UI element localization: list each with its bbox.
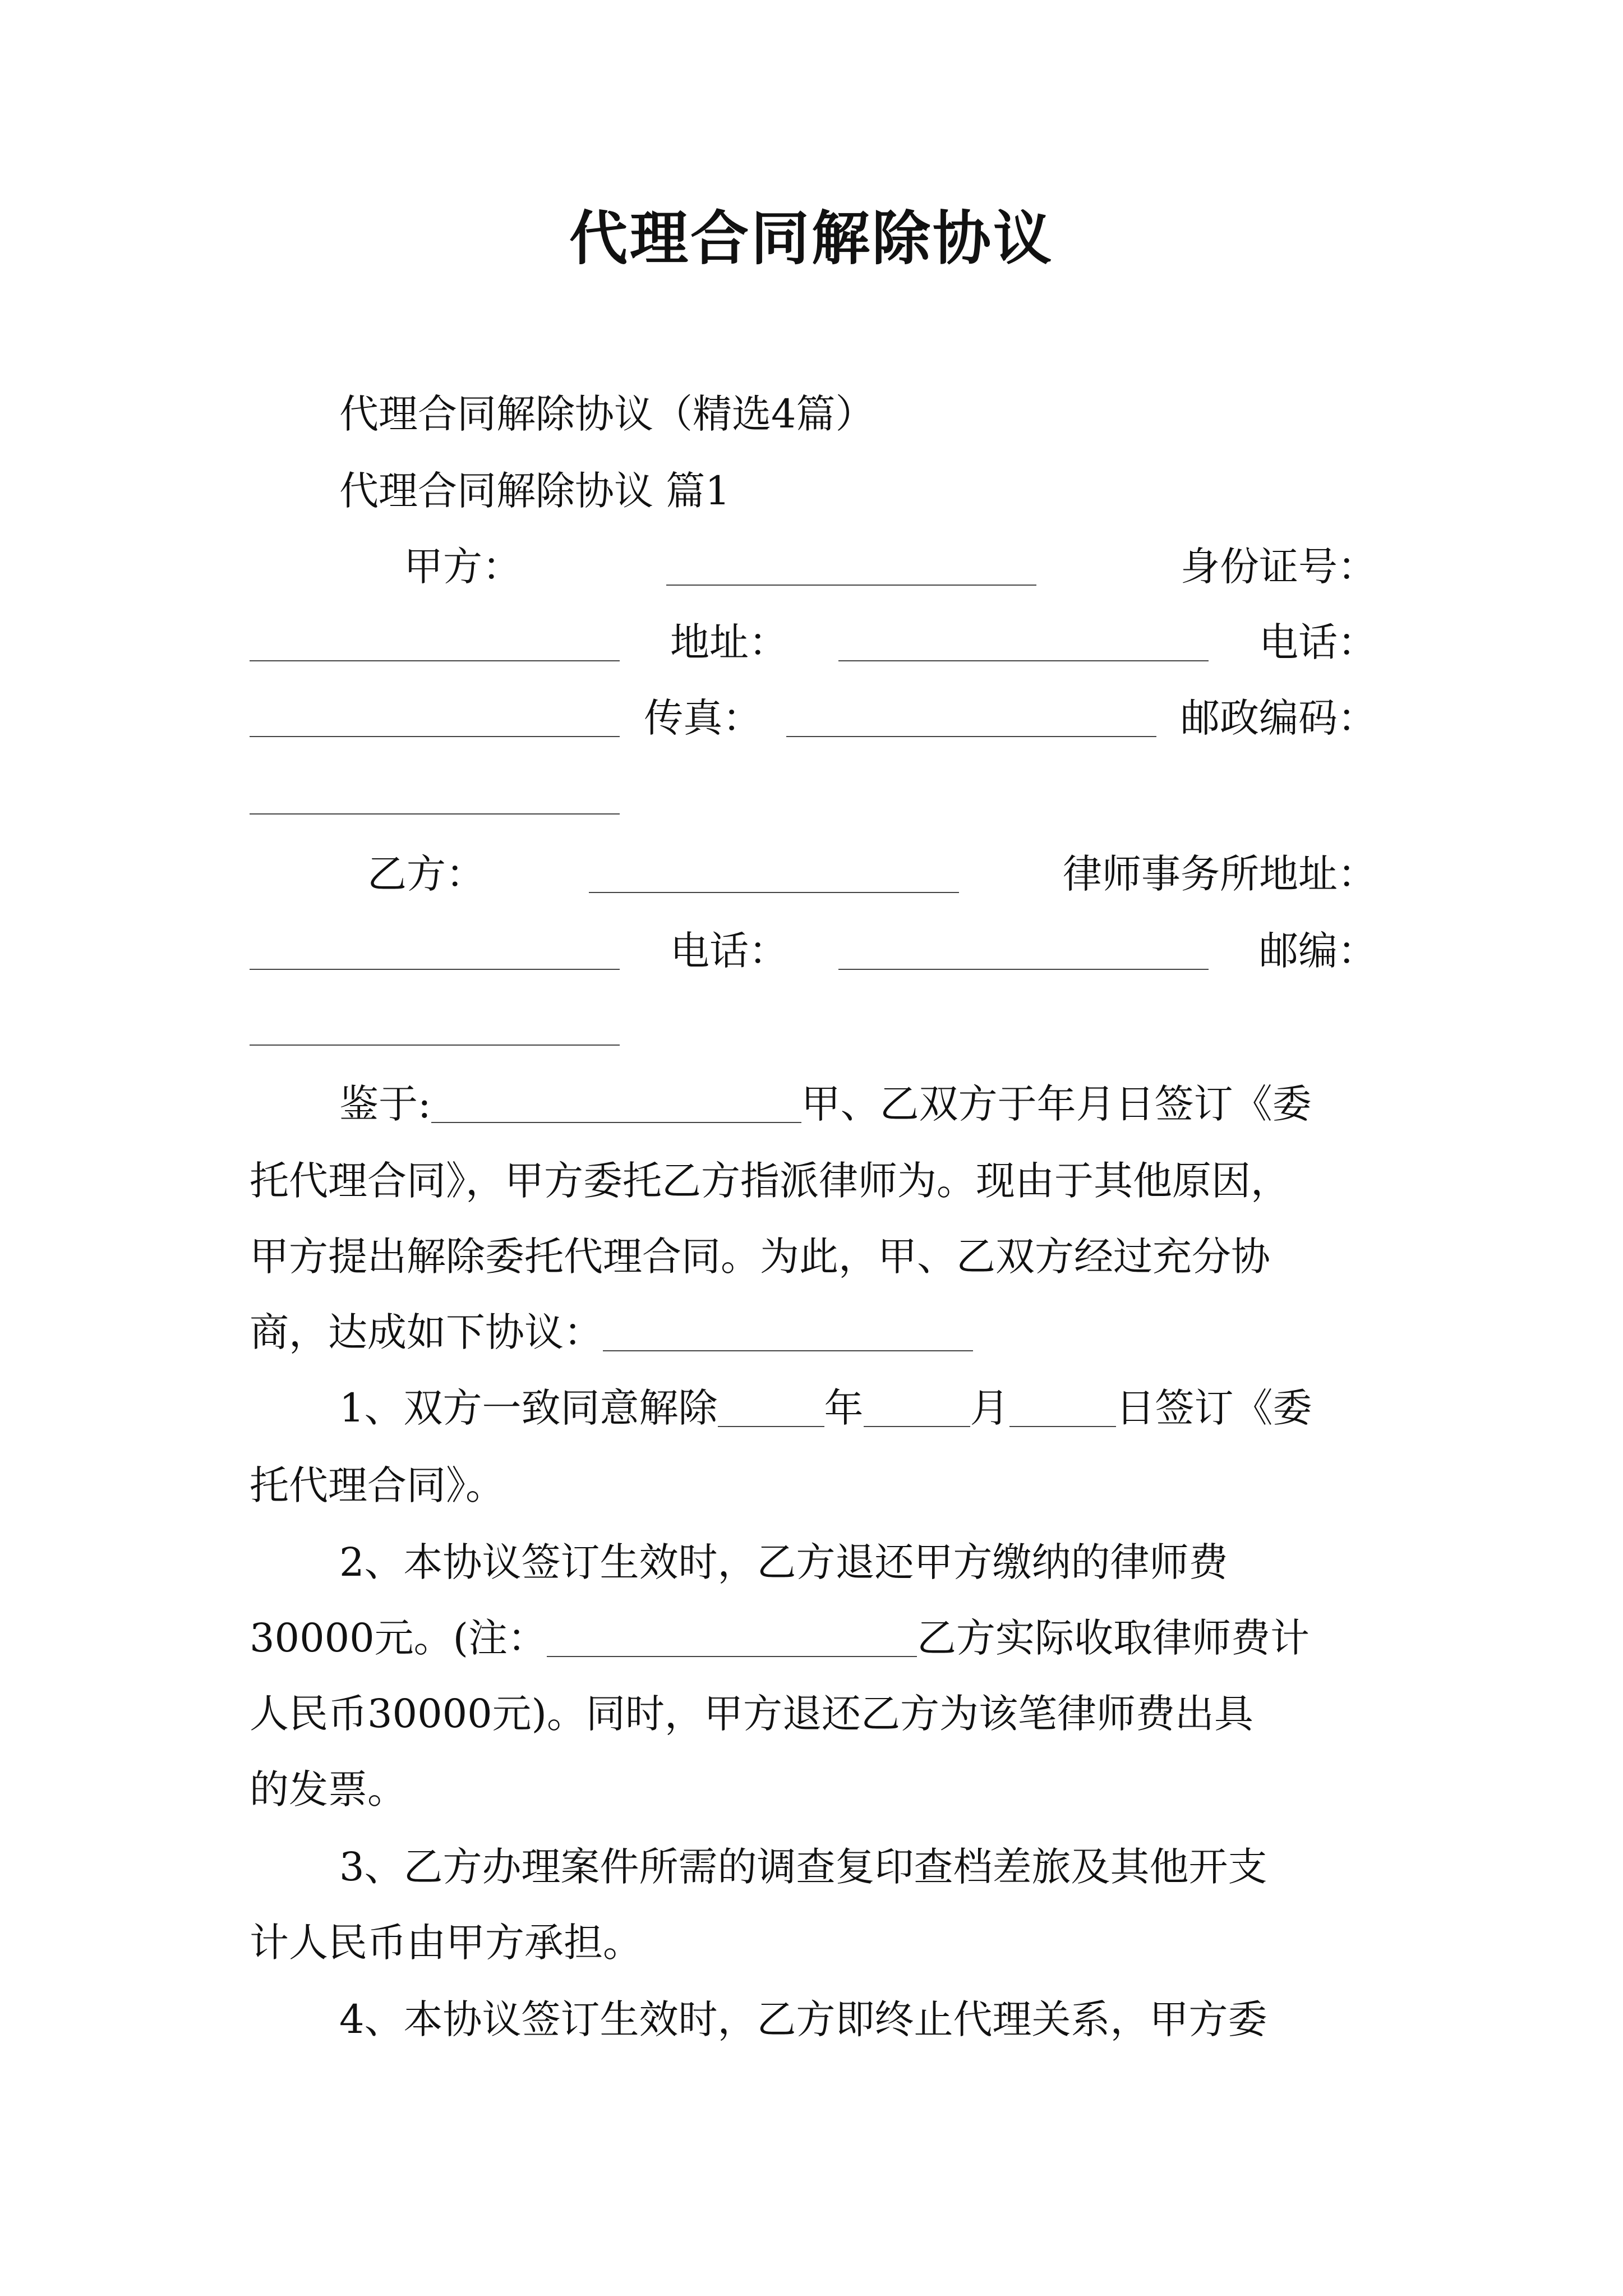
paragraph-3-line-4: 的发票。	[250, 1766, 407, 1812]
id-number-label: 身份证号：	[1181, 544, 1377, 590]
year-blank	[718, 1426, 824, 1427]
firm-address-label: 律师事务所地址：	[1063, 851, 1377, 897]
text-span: 1、双方一致同意解除	[339, 1385, 718, 1431]
text-span: 鉴于:	[339, 1081, 431, 1127]
party-b-line-2	[250, 923, 1377, 979]
party-b-line-3	[250, 999, 1377, 1055]
fax-label: 传真：	[644, 695, 762, 741]
text-span: 商，达成如下协议：	[250, 1309, 603, 1355]
paragraph-1-line-4	[250, 1304, 1377, 1360]
paragraph-1-line-1	[339, 1076, 1377, 1132]
address-label: 地址：	[670, 619, 788, 665]
day-blank	[1009, 1426, 1116, 1427]
text-span: 乙方实际收取律师费计	[917, 1615, 1310, 1661]
address-blank	[838, 660, 1209, 661]
party-b-line-1	[367, 846, 1377, 902]
paragraph-3-line-3: 人民币30000元)。同时，甲方退还乙方为该笔律师费出具	[250, 1691, 1253, 1737]
zip-label: 邮编：	[1259, 928, 1377, 974]
paragraph-3-line-2	[250, 1610, 1377, 1666]
party-a-line-3	[250, 690, 1377, 746]
paragraph-4-line-2: 计人民币由甲方承担。	[250, 1920, 642, 1966]
id-number-blank	[250, 660, 620, 661]
fill-in-blank	[431, 1122, 801, 1123]
party-a-line-2	[250, 614, 1377, 670]
month-blank	[864, 1426, 970, 1427]
paragraph-5-line-1: 4、本协议签订生效时，乙方即终止代理关系，甲方委	[339, 1996, 1267, 2042]
text-span: 甲、乙双方于年月日签订《委	[801, 1081, 1312, 1127]
postal-code-label: 邮政编码：	[1180, 695, 1377, 741]
phone-blank	[250, 736, 620, 737]
text-span: 30000元。(注：	[250, 1615, 547, 1661]
fill-in-blank	[547, 1656, 917, 1657]
postal-code-blank	[250, 813, 620, 815]
firm-address-blank	[250, 969, 620, 970]
party-b-phone-label: 电话：	[670, 928, 788, 974]
subtitle: 代理合同解除协议（精选4篇）	[339, 391, 875, 437]
text-span: 年	[824, 1385, 864, 1431]
text-span: 月	[970, 1385, 1009, 1431]
paragraph-2-line-2: 托代理合同》。	[250, 1462, 505, 1508]
party-b-name-blank	[589, 892, 959, 893]
paragraph-3-line-1: 2、本协议签订生效时，乙方退还甲方缴纳的律师费	[339, 1539, 1228, 1585]
fill-in-blank	[603, 1350, 973, 1351]
paragraph-4-line-1: 3、乙方办理案件所需的调查复印查档差旅及其他开支	[339, 1844, 1267, 1890]
party-b-label: 乙方：	[367, 851, 485, 897]
fax-blank	[786, 736, 1156, 737]
document-title: 代理合同解除协议	[569, 204, 1054, 273]
party-a-name-blank	[666, 585, 1036, 586]
party-a-line-4	[250, 767, 1377, 823]
zip-blank	[250, 1045, 620, 1046]
section-heading: 代理合同解除协议 篇1	[339, 468, 730, 514]
paragraph-1-line-3: 甲方提出解除委托代理合同。为此，甲、乙双方经过充分协	[250, 1234, 1270, 1280]
party-a-label: 甲方：	[404, 544, 522, 590]
text-span: 日签订《委	[1115, 1385, 1312, 1431]
paragraph-2-line-1	[339, 1380, 1377, 1436]
paragraph-1-line-2: 托代理合同》，甲方委托乙方指派律师为。现由于其他原因，	[250, 1158, 1290, 1204]
party-b-phone-blank	[838, 969, 1209, 970]
party-a-line-1	[404, 539, 1377, 595]
phone-label: 电话：	[1259, 619, 1377, 665]
